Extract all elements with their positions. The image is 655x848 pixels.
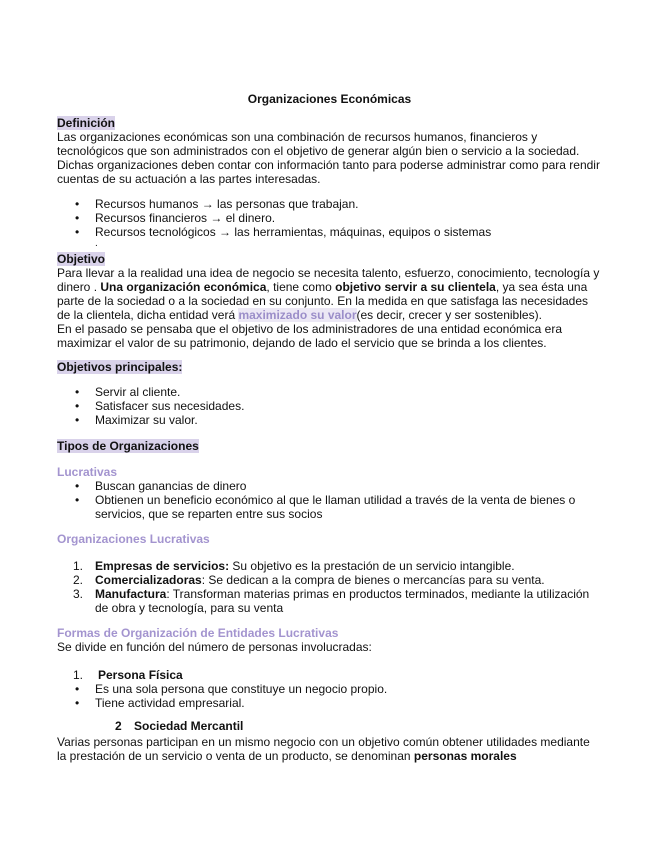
- list-item: [57, 587, 602, 615]
- document-title: Organizaciones Económicas: [247, 92, 412, 106]
- list-item: • Buscan ganancias de dinero: [57, 479, 602, 493]
- sociedad-mercantil-label: Sociedad Mercantil: [134, 719, 244, 733]
- objetivos-principales-heading: Objetivos principales:: [57, 360, 183, 374]
- text-run: : Transforman materias primas en productos terminados, mediante la utilización de obra y tecnología, para su venta: [95, 587, 590, 615]
- formas-intro: Se divide en función del número de personas involucradas:: [57, 640, 372, 654]
- definicion-section: [57, 116, 602, 186]
- definicion-heading: Definición: [57, 116, 116, 130]
- text-run-bold: Una organización económica: [100, 280, 267, 294]
- list-item: • Obtienen un beneficio económico al que le llaman utilidad a través de la venta de bienes o servicios, que se reparten entre sus socios: [57, 493, 602, 521]
- persona-fisica-label: Persona Física: [98, 668, 183, 682]
- text-run-highlight: maximizado su valor: [238, 308, 357, 322]
- text-run-bold: Comercializadoras: [95, 573, 202, 587]
- list-number: 2.: [73, 573, 84, 587]
- list-item: [57, 573, 602, 587]
- objetivos-principales-list: [57, 385, 602, 427]
- objetivo-paragraph-1: [57, 266, 602, 322]
- list-number: 1.: [73, 559, 84, 573]
- persona-fisica-bullets: [57, 682, 602, 710]
- tipos-heading-row: [57, 439, 602, 453]
- list-item: • Recursos tecnológicos → las herramientas, máquinas, equipos o sistemas: [57, 225, 602, 239]
- text-run: : Se dedican a la compra de bienes o mercancías para su venta.: [201, 573, 545, 587]
- stray-dot: .: [95, 238, 98, 249]
- tipos-heading: Tipos de Organizaciones: [57, 439, 199, 453]
- list-number: 2: [115, 719, 122, 733]
- objetivo-section: [57, 252, 602, 350]
- org-lucrativas-list: [57, 559, 602, 615]
- definicion-text: Las organizaciones económicas son una combinación de recursos humanos, financieros y tecnológicos que son administrados con el objetivo de generar algún bien o servicio a la sociedad. Dichas organizaciones deben contar con información tanto para poderse administrar como para rendir cuentas de su actuación a las partes interesadas.: [57, 130, 600, 186]
- list-item: [57, 559, 602, 573]
- text-run: Su objetivo es la prestación de un servicio intangible.: [229, 559, 515, 573]
- list-item: • Recursos humanos → las personas que trabajan.: [57, 197, 602, 211]
- list-item: • Maximizar su valor.: [57, 413, 602, 427]
- org-lucrativas-heading: Organizaciones Lucrativas: [57, 532, 210, 546]
- list-item: [57, 668, 602, 682]
- lucrativas-heading: Lucrativas: [57, 465, 118, 479]
- text-run: , tiene como: [266, 280, 336, 294]
- text-run-bold: objetivo servir a su clientela: [335, 280, 496, 294]
- text-run: Varias personas participan en un mismo negocio con un objetivo común obtener utilidades mediante la prestación de un servicio o venta de un producto, se denominan: [57, 735, 590, 763]
- objetivo-heading: Objetivo: [57, 252, 106, 266]
- list-item: • Satisfacer sus necesidades.: [57, 399, 602, 413]
- text-run: (es decir, crecer y ser sostenibles).: [356, 308, 542, 322]
- formas-heading: Formas de Organización de Entidades Lucrativas: [57, 626, 339, 640]
- list-number: 3.: [73, 587, 84, 601]
- text-run-bold: Empresas de servicios:: [95, 559, 230, 573]
- list-item: • Es una sola persona que constituye un negocio propio.: [57, 682, 602, 696]
- recursos-list: [57, 197, 602, 239]
- text-run: , ya sea ésta una parte de la sociedad o a la sociedad en su conjunto. En la medida en que satisfaga las necesidades de la clientela, dicha entidad verá: [57, 280, 589, 322]
- objetivo-paragraph-2: En el pasado se pensaba que el objetivo de los administradores de una entidad económica era maximizar el valor de su patrimonio, dejando de lado el servicio que se brinda a los clientes.: [57, 322, 563, 350]
- objetivos-principales-heading-row: [57, 360, 602, 374]
- list-item: • Servir al cliente.: [57, 385, 602, 399]
- text-run-bold: personas morales: [413, 749, 517, 763]
- text-run-bold: Manufactura: [95, 587, 167, 601]
- list-item: • Tiene actividad empresarial.: [57, 696, 602, 710]
- persona-fisica-list: [57, 668, 602, 682]
- list-number: 1.: [73, 668, 84, 682]
- text-run: Para llevar a la realidad una idea de negocio se necesita talento, esfuerzo, conocimiento, tecnología y dinero .: [57, 266, 600, 294]
- list-item: • Recursos financieros → el dinero.: [57, 211, 602, 225]
- sociedad-mercantil-text: [57, 735, 602, 763]
- lucrativas-list: [57, 479, 602, 521]
